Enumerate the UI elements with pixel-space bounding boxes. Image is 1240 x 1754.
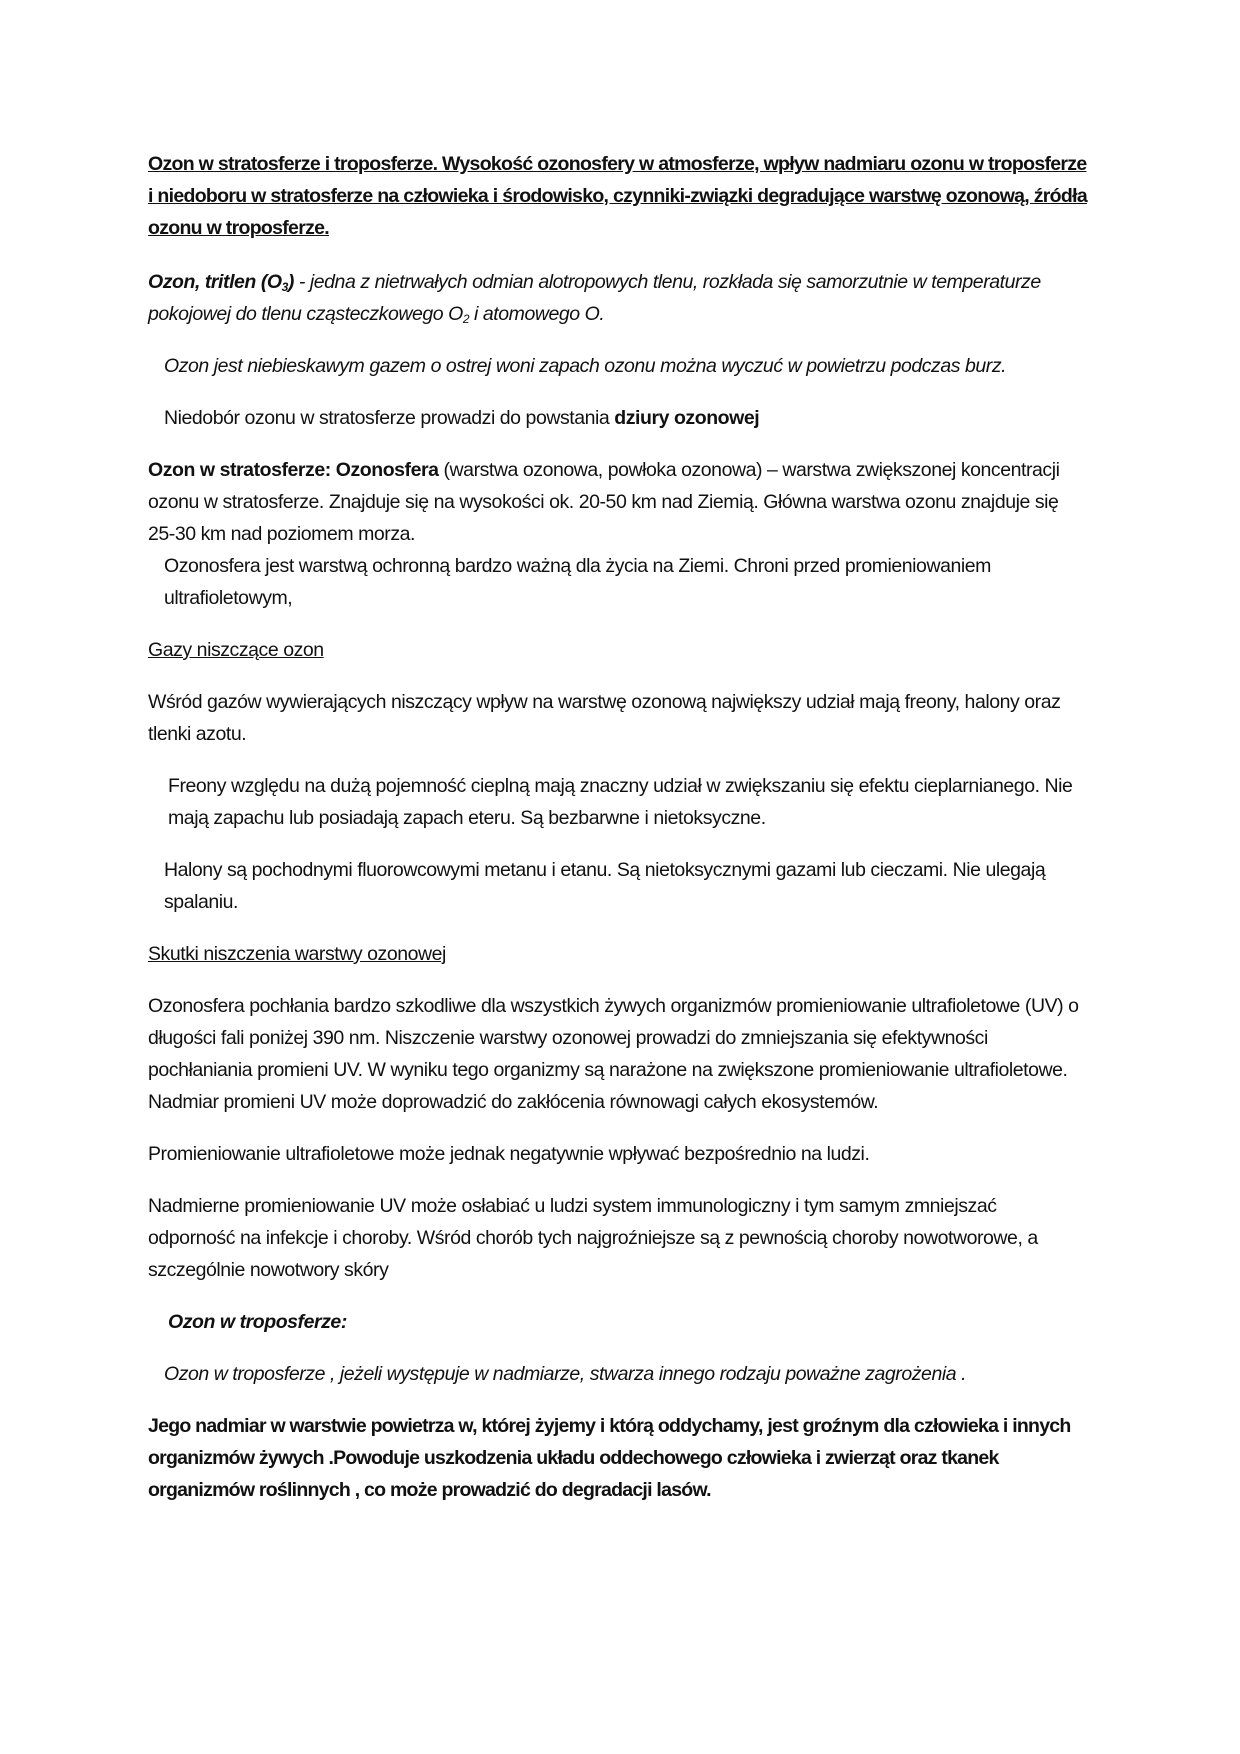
stratosphere-term: Ozon w stratosferze: Ozonosfera xyxy=(148,459,439,481)
immune-paragraph: Nadmierne promieniowanie UV może osłabiać u ludzi system immunologiczny i tym samym zmniejszać odporność na infekcje i choroby. Wśród chorób tych najgroźniejsze są z pewnością choroby nowotworowe, a szczególnie nowotwory skóry xyxy=(148,1195,1038,1281)
document-page xyxy=(148,148,1088,1506)
protection-paragraph: Ozonosfera jest warstwą ochronną bardzo ważną dla życia na Ziemi. Chroni przed promieniowaniem ultrafioletowym, xyxy=(164,555,991,609)
heading-troposphere: Ozon w troposferze: xyxy=(168,1311,347,1333)
heading-gases: Gazy niszczące ozon xyxy=(148,639,324,661)
stratosphere-paragraph xyxy=(148,454,1088,550)
ozone-hole-text: Niedobór ozonu w stratosferze prowadzi do powstania xyxy=(164,407,615,429)
halons-paragraph: Halony są pochodnymi fluorowcowymi metanu i etanu. Są nietoksycznymi gazami lub cieczami. Nie ulegają spalaniu. xyxy=(164,859,1046,913)
intro-definition: - jedna z nietrwałych odmian alotropowych tlenu, rozkłada się samorzutnie w temperaturze pokojowej do tlenu cząsteczkowego O xyxy=(148,271,1041,325)
smell-paragraph: Ozon jest niebieskawym gazem o ostrej woni zapach ozonu można wyczuć w powietrzu podczas burz. xyxy=(164,355,1007,377)
intro-def-subscript: 2 xyxy=(462,312,470,326)
heading-effects: Skutki niszczenia warstwy ozonowej xyxy=(148,943,446,965)
document-title: Ozon w stratosferze i troposferze. Wysokość ozonosfery w atmosferze, wpływ nadmiaru ozonu w troposferze i niedoboru w stratosferze na człowieka i środowisko, czynniki-związki degradujące warstwę ozonową, źródła ozonu w troposferze. xyxy=(148,153,1087,239)
ozone-hole-term: dziury ozonowej xyxy=(614,407,760,429)
intro-term-end: ) xyxy=(287,271,294,293)
intro-term-subscript: 3 xyxy=(281,280,288,294)
troposphere-paragraph: Ozon w troposferze , jeżeli występuje w nadmiarze, stwarza innego rodzaju poważne zagrożenia . xyxy=(164,1363,967,1385)
intro-term: Ozon, tritlen (O xyxy=(148,271,282,293)
ozone-hole-paragraph xyxy=(148,402,1088,434)
excess-uv-paragraph: Nadmiar promieni UV może doprowadzić do zakłócenia równowagi całych ekosystemów. xyxy=(148,1091,879,1113)
final-paragraph: Jego nadmiar w warstwie powietrza w, której żyjemy i którą oddychamy, jest groźnym dla człowieka i innych organizmów żywych .Powoduje uszkodzenia układu oddechowego człowieka i zwierząt oraz tkanek organizmów roślinnych , co może prowadzić do degradacji lasów. xyxy=(148,1415,1071,1501)
people-paragraph: Promieniowanie ultrafioletowe może jednak negatywnie wpływać bezpośrednio na ludzi. xyxy=(148,1143,870,1165)
intro-paragraph xyxy=(148,266,1088,330)
absorption-paragraph: Ozonosfera pochłania bardzo szkodliwe dla wszystkich żywych organizmów promieniowanie ultrafioletowe (UV) o długości fali poniżej 390 nm. Niszczenie warstwy ozonowej prowadzi do zmniejszania się efektywności pochłaniania promieni UV. W wyniku tego organizmy są narażone na zwiększone promieniowanie ultrafioletowe. xyxy=(148,995,1079,1081)
stratosphere-text: (warstwa ozonowa, powłoka ozonowa) – warstwa zwiększonej koncentracji ozonu w stratosferze. Znajduje się na wysokości ok. 20-50 km nad Ziemią. Główna warstwa ozonu znajduje się 25-30 km nad poziomem morza. xyxy=(148,459,1060,545)
freons-paragraph: Freony względu na dużą pojemność cieplną mają znaczny udział w zwiększaniu się efektu cieplarnianego. Nie mają zapachu lub posiadają zapach eteru. Są bezbarwne i nietoksyczne. xyxy=(168,775,1073,829)
gases-paragraph: Wśród gazów wywierających niszczący wpływ na warstwę ozonową największy udział mają freony, halony oraz tlenki azotu. xyxy=(148,691,1061,745)
intro-definition-end: i atomowego O. xyxy=(469,303,605,325)
